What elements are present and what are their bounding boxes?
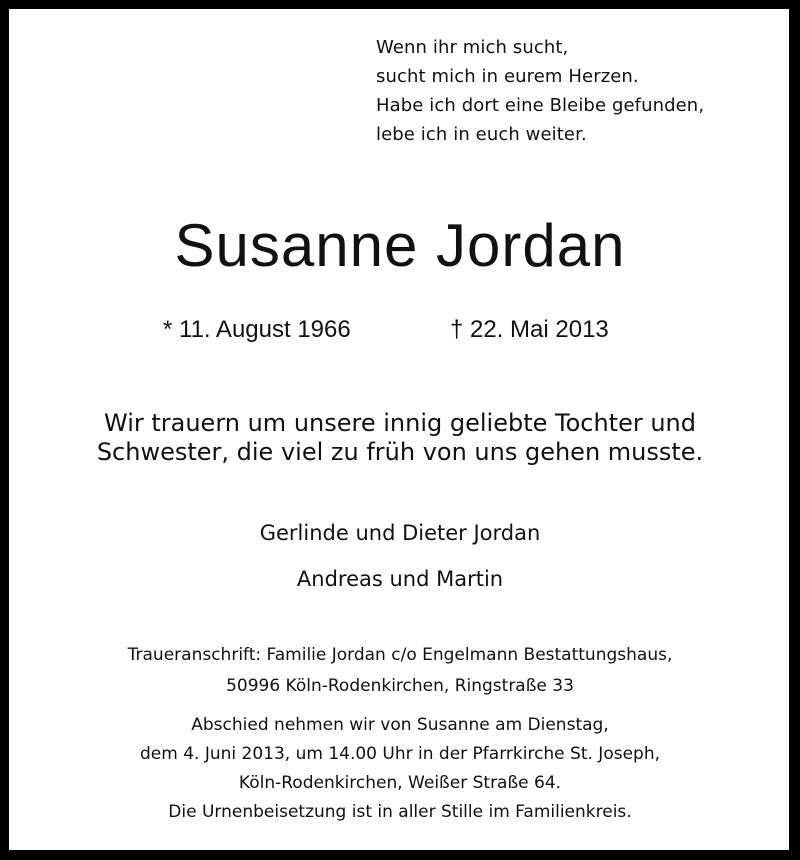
address-line: Traueranschrift: Familie Jordan c/o Engelmann Bestattungshaus, — [127, 645, 673, 665]
mourners-list — [0, 510, 800, 602]
farewell-line: Abschied nehmen wir von Susanne am Dienstag, — [191, 715, 609, 735]
farewell-line: Die Urnenbeisetzung ist in aller Stille im Familienkreis. — [168, 802, 632, 822]
poem-line: sucht mich in eurem Herzen. — [376, 66, 639, 87]
poem-line: lebe ich in euch weiter. — [376, 124, 587, 145]
poem — [376, 33, 704, 149]
farewell-details — [0, 711, 800, 827]
address-line: 50996 Köln-Rodenkirchen, Ringstraße 33 — [226, 676, 574, 696]
farewell-line: dem 4. Juni 2013, um 14.00 Uhr in der Pfarrkirche St. Joseph, — [139, 744, 661, 764]
farewell-line: Köln-Rodenkirchen, Weißer Straße 64. — [238, 773, 562, 793]
mourning-statement — [0, 409, 800, 467]
mourner-line: Andreas und Martin — [296, 567, 504, 591]
deceased-name: Susanne Jordan — [174, 212, 626, 279]
death-date: † 22. Mai 2013 — [450, 316, 609, 343]
poem-line: Habe ich dort eine Bleibe gefunden, — [376, 95, 705, 116]
mourning-line: Wir trauern um unsere innig geliebte Tochter und — [103, 409, 697, 437]
mourner-line: Gerlinde und Dieter Jordan — [259, 521, 541, 545]
mourning-line: Schwester, die viel zu früh von uns gehen musste. — [96, 438, 704, 466]
birth-date: * 11. August 1966 — [163, 316, 351, 343]
mourning-address — [0, 640, 800, 702]
poem-line: Wenn ihr mich sucht, — [376, 37, 569, 58]
